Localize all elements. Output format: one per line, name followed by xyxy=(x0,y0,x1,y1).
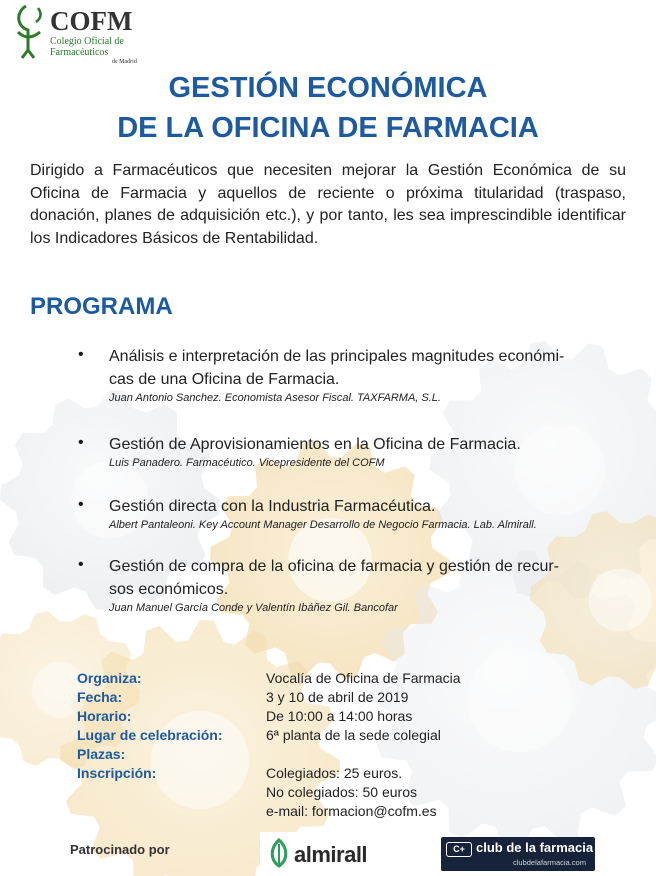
inscripcion-value: No colegiados: 50 euros xyxy=(266,784,417,800)
logo-name: COFM xyxy=(50,6,133,36)
club-badge-icon: C+ xyxy=(446,842,472,857)
fecha-label: Fecha: xyxy=(77,689,123,705)
gear-hole xyxy=(468,648,573,753)
program-item-speaker: Juan Antonio Sanchez. Economista Asesor Fiscal. TAXFARMA, S.L. xyxy=(109,392,441,404)
club-de-la-farmacia-logo xyxy=(441,837,595,871)
logo-line1: Colegio Oficial de xyxy=(50,36,124,47)
program-item-line: Gestión de compra de la oficina de farmacia y gestión de recur- xyxy=(109,558,560,575)
gear-hole xyxy=(151,711,249,809)
club-name: club de la farmacia xyxy=(476,840,594,855)
programa-heading: PROGRAMA xyxy=(30,293,173,320)
bullet-icon: • xyxy=(78,556,84,573)
organiza-value: Vocalía de Oficina de Farmacia xyxy=(266,670,461,686)
program-item xyxy=(78,345,618,405)
lugar-label: Lugar de celebración: xyxy=(77,727,223,743)
page-title xyxy=(0,68,656,148)
logo-line2: Farmacéuticos xyxy=(50,47,109,58)
almirall-wordmark: almirall xyxy=(294,842,368,867)
bullet-icon: • xyxy=(78,346,84,363)
almirall-leaf-icon xyxy=(266,838,292,868)
club-url: clubdelafarmacia.com xyxy=(513,858,586,867)
program-item-speaker: Luis Panadero. Farmacéutico. Vicepresidente del COFM xyxy=(109,457,385,469)
program-item-speaker: Albert Pantaleoni. Key Account Manager Desarrollo de Negocio Farmacia. Lab. Almirall. xyxy=(109,519,537,531)
program-item-line: cas de una Oficina de Farmacia. xyxy=(109,371,340,388)
intro-paragraph: Dirigido a Farmacéuticos que necesiten mejorar la Gestión Económica de su Oficina de Farmacia y aquellos de reciente o próxima titularidad (traspaso, donación, planes de adquisición etc.), y por tanto, les sea imprescindible identificar los Indicadores Básicos de Rentabilidad. xyxy=(30,162,626,247)
plazas-label: Plazas: xyxy=(77,746,126,762)
program-item-line: Gestión de Aprovisionamientos en la Oficina de Farmacia. xyxy=(109,436,521,453)
inscripcion-value: Colegiados: 25 euros. xyxy=(266,765,403,781)
cofm-logo xyxy=(12,2,172,66)
program-item xyxy=(78,495,618,532)
program-item xyxy=(78,555,618,615)
contact-email[interactable]: e-mail: formacion@cofm.es xyxy=(266,803,437,819)
lugar-value: 6ª planta de la sede colegial xyxy=(266,727,441,743)
horario-value: De 10:00 a 14:00 horas xyxy=(266,708,413,724)
sponsor-label: Patrocinado por xyxy=(70,842,170,857)
title-line2: DE LA OFICINA DE FARMACIA xyxy=(117,112,539,144)
logo-line3: de Madrid xyxy=(112,59,137,65)
program-item-speaker: Juan Manuel García Conde y Valentín Ibáñez Gil. Bancofar xyxy=(109,602,398,614)
bullet-icon: • xyxy=(78,496,84,513)
almirall-logo xyxy=(260,832,378,872)
inscripcion-label: Inscripción: xyxy=(77,765,157,781)
bullet-icon: • xyxy=(78,434,84,451)
organiza-label: Organiza: xyxy=(77,670,142,686)
program-item-line: Gestión directa con la Industria Farmacéutica. xyxy=(109,498,436,515)
program-item xyxy=(78,433,618,470)
program-item-line: Análisis e interpretación de las principales magnitudes económi- xyxy=(109,348,565,365)
fecha-value: 3 y 10 de abril de 2019 xyxy=(266,689,409,705)
horario-label: Horario: xyxy=(77,708,132,724)
program-item-line: sos económicos. xyxy=(109,581,229,598)
title-line1: GESTIÓN ECONÓMICA xyxy=(168,72,488,104)
